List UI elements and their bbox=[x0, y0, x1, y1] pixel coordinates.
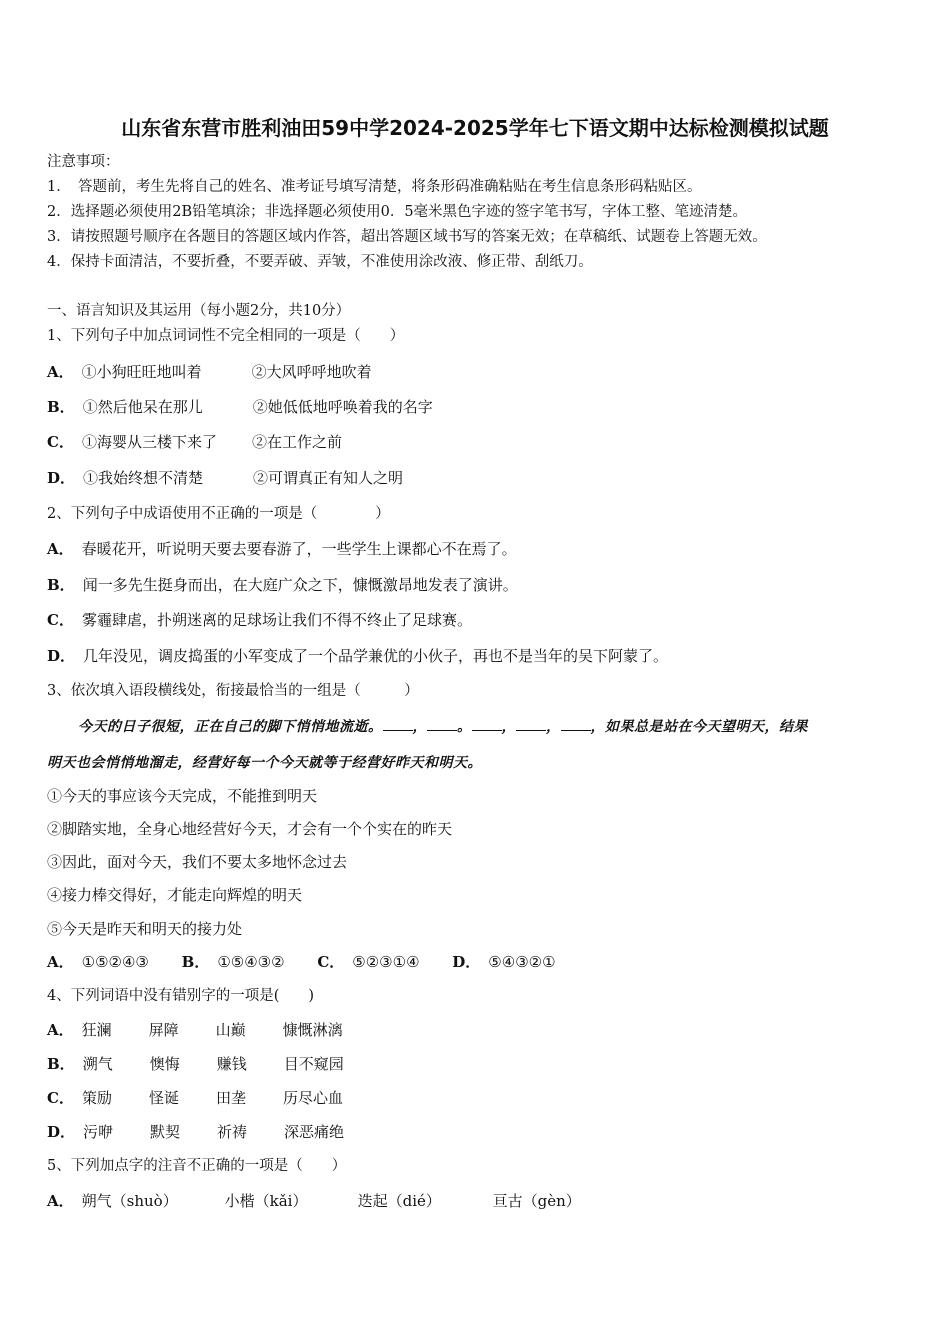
sentence-item: ①今天的事应该今天完成，不能推到明天 bbox=[47, 787, 318, 805]
blank bbox=[427, 716, 457, 731]
word: 田垄 bbox=[215, 1089, 246, 1107]
word: 污咿 bbox=[83, 1123, 114, 1141]
word: 朔气（shuò） bbox=[81, 1192, 178, 1210]
option-text: 雾霾肆虐，扑朔迷离的足球场让我们不得不终止了足球赛。 bbox=[81, 611, 472, 629]
option-text: 几年没见，调皮捣蛋的小军变成了一个品学兼优的小伙子，再也不是当年的吴下阿蒙了。 bbox=[83, 647, 669, 665]
option-row bbox=[47, 575, 518, 595]
option-label: B． bbox=[47, 1055, 75, 1073]
option-row bbox=[47, 1122, 344, 1142]
option-text: ①⑤④③② bbox=[217, 953, 285, 971]
word: 慷慨淋漓 bbox=[282, 1021, 343, 1039]
question-stem: 4、下列词语中没有错别字的一项是( ) bbox=[47, 988, 315, 1004]
sentence-item: ④接力棒交得好，才能走向辉煌的明天 bbox=[47, 886, 303, 904]
word: 狂澜 bbox=[81, 1021, 112, 1039]
option-text: ②可谓真正有知人之明 bbox=[253, 469, 404, 487]
option-text: ②她低低地呼唤着我的名字 bbox=[252, 398, 433, 416]
option-row bbox=[47, 1054, 344, 1074]
option-row bbox=[47, 432, 342, 452]
option-label: A． bbox=[47, 1021, 74, 1039]
word: 深恶痛绝 bbox=[284, 1123, 345, 1141]
notice-item: 1． 答题前，考生先将自己的姓名、准考证号填写清楚，将条形码准确粘贴在考生信息条形码粘贴区。 bbox=[47, 179, 702, 195]
question-stem: 2、下列句子中成语使用不正确的一项是（ ） bbox=[47, 506, 390, 522]
option-row bbox=[47, 397, 433, 417]
question-stem: 3、依次填入语段横线处，衔接最恰当的一组是（ ） bbox=[47, 683, 419, 699]
word: 祈祷 bbox=[217, 1123, 248, 1141]
option-label: B． bbox=[47, 576, 75, 594]
option-label: A． bbox=[47, 363, 74, 381]
notice-item: 2．选择题必须使用2B铅笔填涂；非选择题必须使用0．5毫米黑色字迹的签字笔书写，字体工整、笔迹清楚。 bbox=[47, 204, 748, 220]
passage-text: ，如果总是站在今天望明天，结果 bbox=[590, 719, 808, 735]
blank bbox=[383, 716, 413, 731]
option-label: A． bbox=[47, 1192, 74, 1210]
option-label: C． bbox=[47, 611, 74, 629]
passage-line bbox=[78, 716, 808, 737]
option-label: C． bbox=[47, 1089, 74, 1107]
page-title: 山东省东营市胜利油田59中学2024-2025学年七下语文期中达标检测模拟试题 bbox=[121, 116, 829, 140]
option-row bbox=[47, 468, 403, 488]
passage-line: 明天也会悄悄地溜走，经营好每一个今天就等于经营好昨天和明天。 bbox=[47, 755, 482, 771]
word: 小楷（kǎi） bbox=[224, 1192, 308, 1210]
option-label: D． bbox=[47, 1123, 76, 1141]
option-text: ①然后他呆在那儿 bbox=[82, 398, 203, 416]
word: 目不窥园 bbox=[283, 1055, 344, 1073]
option-label: D． bbox=[452, 953, 481, 971]
option-label: D． bbox=[47, 647, 76, 665]
sentence-item: ③因此，面对今天，我们不要太多地怀念过去 bbox=[47, 853, 348, 871]
option-text: 春暖花开，听说明天要去要春游了，一些学生上课都心不在焉了。 bbox=[81, 540, 517, 558]
option-text: ②大风呼呼地吹着 bbox=[251, 363, 372, 381]
section-heading: 一、语言知识及其运用（每小题2分，共10分） bbox=[47, 303, 351, 319]
passage-punct: ， bbox=[546, 719, 561, 735]
option-text: ①我始终想不清楚 bbox=[83, 469, 204, 487]
option-label: C． bbox=[317, 953, 345, 971]
option-text: 闻一多先生挺身而出，在大庭广众之下，慷慨激昂地发表了演讲。 bbox=[82, 576, 518, 594]
option-label: C． bbox=[47, 433, 74, 451]
question-stem: 1、下列句子中加点词词性不完全相同的一项是（ ） bbox=[47, 328, 405, 344]
option-text: ⑤②③①④ bbox=[352, 953, 420, 971]
blank bbox=[516, 716, 546, 731]
option-row bbox=[47, 952, 556, 972]
word: 赚钱 bbox=[216, 1055, 247, 1073]
notice-item: 3．请按照题号顺序在各题目的答题区域内作答，超出答题区域书写的答案无效；在草稿纸、试题卷上答题无效。 bbox=[47, 229, 767, 245]
word: 迭起（dié） bbox=[357, 1192, 441, 1210]
option-row bbox=[47, 539, 517, 559]
sentence-item: ⑤今天是昨天和明天的接力处 bbox=[47, 920, 243, 938]
passage-punct: 。 bbox=[457, 719, 472, 735]
passage-punct: ， bbox=[412, 719, 427, 735]
option-text: ①海婴从三楼下来了 bbox=[81, 433, 217, 451]
word: 山巅 bbox=[215, 1021, 246, 1039]
word: 历尽心血 bbox=[282, 1089, 343, 1107]
word: 溯气 bbox=[82, 1055, 113, 1073]
option-label: A． bbox=[47, 540, 74, 558]
option-row bbox=[47, 646, 668, 666]
word: 默契 bbox=[150, 1123, 181, 1141]
option-row bbox=[47, 1191, 581, 1211]
passage-text: 今天的日子很短，正在自己的脚下悄悄地流逝。 bbox=[78, 719, 383, 735]
passage-punct: ， bbox=[501, 719, 516, 735]
option-row bbox=[47, 1088, 343, 1108]
option-text: ②在工作之前 bbox=[251, 433, 342, 451]
word: 怪诞 bbox=[148, 1089, 179, 1107]
option-label: D． bbox=[47, 469, 76, 487]
option-label: B． bbox=[47, 398, 75, 416]
question-stem: 5、下列加点字的注音不正确的一项是（ ） bbox=[47, 1158, 347, 1174]
blank bbox=[561, 716, 591, 731]
blank bbox=[472, 716, 502, 731]
word: 亘古（gèn） bbox=[492, 1192, 581, 1210]
option-row bbox=[47, 610, 472, 630]
word: 懊悔 bbox=[149, 1055, 180, 1073]
word: 策励 bbox=[81, 1089, 112, 1107]
sentence-item: ②脚踏实地，全身心地经营好今天，才会有一个个实在的昨天 bbox=[47, 820, 453, 838]
option-text: ①⑤②④③ bbox=[81, 953, 149, 971]
option-text: ①小狗旺旺地叫着 bbox=[81, 363, 202, 381]
word: 屏障 bbox=[148, 1021, 179, 1039]
option-text: ⑤④③②① bbox=[488, 953, 556, 971]
option-row bbox=[47, 362, 372, 382]
option-row bbox=[47, 1020, 343, 1040]
option-label: B． bbox=[181, 953, 210, 971]
option-label: A． bbox=[47, 953, 74, 971]
notice-item: 4．保持卡面清洁，不要折叠，不要弄破、弄皱，不准使用涂改液、修正带、刮纸刀。 bbox=[47, 254, 593, 270]
notice-heading: 注意事项： bbox=[47, 154, 120, 170]
